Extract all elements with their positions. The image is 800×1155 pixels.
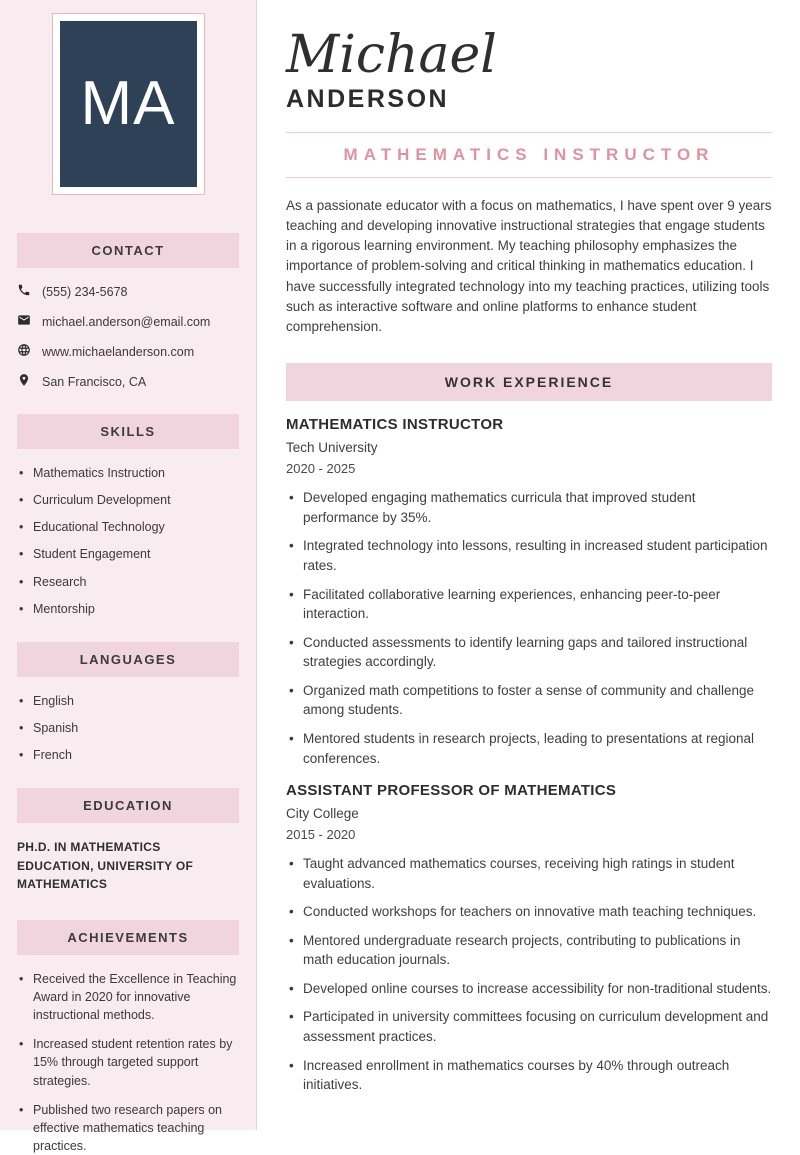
contact-email: michael.anderson@email.com (42, 314, 211, 329)
job-bullet: • Integrated technology into lessons, resulting in increased student participation rates. (286, 536, 772, 575)
contact-email-row (17, 313, 239, 330)
first-name: Michael (286, 25, 497, 85)
main-column (257, 0, 800, 1130)
contact-list (17, 283, 239, 390)
contact-location: San Francisco, CA (42, 374, 147, 389)
job-bullet: • Developed online courses to increase accessibility for non-traditional students. (286, 979, 772, 999)
job-bullet-list (286, 488, 772, 768)
skills-list (19, 464, 239, 618)
monogram-initials: MA (80, 69, 176, 138)
monogram-box (60, 21, 197, 187)
job-company: City College (286, 806, 359, 822)
languages-section-header: LANGUAGES (17, 642, 239, 677)
job-dates: 2015 - 2020 (286, 827, 356, 843)
page-title: MATHEMATICS INSTRUCTOR (343, 144, 715, 164)
job-bullet: • Taught advanced mathematics courses, receiving high ratings in student evaluations. (286, 854, 772, 893)
skills-section-header: SKILLS (17, 414, 239, 449)
achievement-item: • Received the Excellence in Teaching Award in 2020 for innovative instructional methods. (19, 970, 239, 1024)
job-bullet: • Mentored undergraduate research projects, contributing to publications in math education journals. (286, 931, 772, 970)
job-bullet: • Facilitated collaborative learning experiences, enhancing peer-to-peer interaction. (286, 585, 772, 624)
monogram-frame (52, 13, 205, 195)
language-item: • French (19, 746, 239, 764)
globe-icon (17, 343, 31, 360)
skill-item: • Educational Technology (19, 518, 239, 536)
job-bullet: • Organized math competitions to foster a sense of community and challenge among students. (286, 681, 772, 720)
contact-phone: (555) 234-5678 (42, 284, 128, 299)
achievements-section-header: ACHIEVEMENTS (17, 920, 239, 955)
contact-phone-row (17, 283, 239, 300)
phone-icon (17, 283, 31, 300)
job-bullet: • Conducted assessments to identify learning gaps and tailored instructional strategies accordingly. (286, 633, 772, 672)
job-bullet: • Mentored students in research projects, leading to presentations at regional conferences. (286, 729, 772, 768)
contact-website-row (17, 343, 239, 360)
work-experience-header: WORK EXPERIENCE (286, 363, 772, 401)
job-dates: 2020 - 2025 (286, 461, 356, 477)
last-name: ANDERSON (286, 84, 450, 113)
language-item: • Spanish (19, 719, 239, 737)
contact-website: www.michaelanderson.com (42, 344, 195, 359)
location-icon (17, 373, 31, 390)
achievement-item: • Published two research papers on effective mathematics teaching practices. (19, 1101, 239, 1155)
job-bullet: • Increased enrollment in mathematics courses by 40% through outreach initiatives. (286, 1056, 772, 1095)
sidebar (0, 0, 257, 1153)
email-icon (17, 313, 31, 330)
contact-location-row (17, 373, 239, 390)
languages-list (19, 692, 239, 764)
achievement-item: • Increased student retention rates by 15% through targeted support strategies. (19, 1035, 239, 1089)
job-title: MATHEMATICS INSTRUCTOR (286, 416, 504, 434)
skill-item: • Mentorship (19, 600, 239, 618)
achievements-list (19, 970, 239, 1155)
job-title-band (286, 132, 772, 178)
job-entry-1 (286, 416, 772, 768)
skill-item: • Student Engagement (19, 545, 239, 563)
job-bullet-list (286, 854, 772, 1095)
professional-summary: As a passionate educator with a focus on mathematics, I have spent over 9 years teaching and developing innovative instructional strategies that engage students in a rigorous learning environment. My teaching philosophy emphasizes the importance of problem-solving and critical thinking in mathematics education. I have successfully integrated technology into my teaching practices, utilizing tools such as interactive software and online platforms to enhance student comprehension. (286, 197, 772, 335)
language-item: • English (19, 692, 239, 710)
job-bullet: • Developed engaging mathematics curricula that improved student performance by 35%. (286, 488, 772, 527)
skill-item: • Curriculum Development (19, 491, 239, 509)
contact-section-header: CONTACT (17, 233, 239, 268)
job-entry-2 (286, 782, 772, 1095)
skill-item: • Research (19, 573, 239, 591)
skill-item: • Mathematics Instruction (19, 464, 239, 482)
education-degree: PH.D. IN MATHEMATICS EDUCATION, UNIVERSITY OF MATHEMATICS (17, 840, 194, 892)
job-title: ASSISTANT PROFESSOR OF MATHEMATICS (286, 782, 617, 800)
job-bullet: • Conducted workshops for teachers on innovative math teaching techniques. (286, 902, 772, 922)
education-section-header: EDUCATION (17, 788, 239, 823)
job-company: Tech University (286, 440, 378, 456)
job-bullet: • Participated in university committees focusing on curriculum development and assessment practices. (286, 1007, 772, 1046)
